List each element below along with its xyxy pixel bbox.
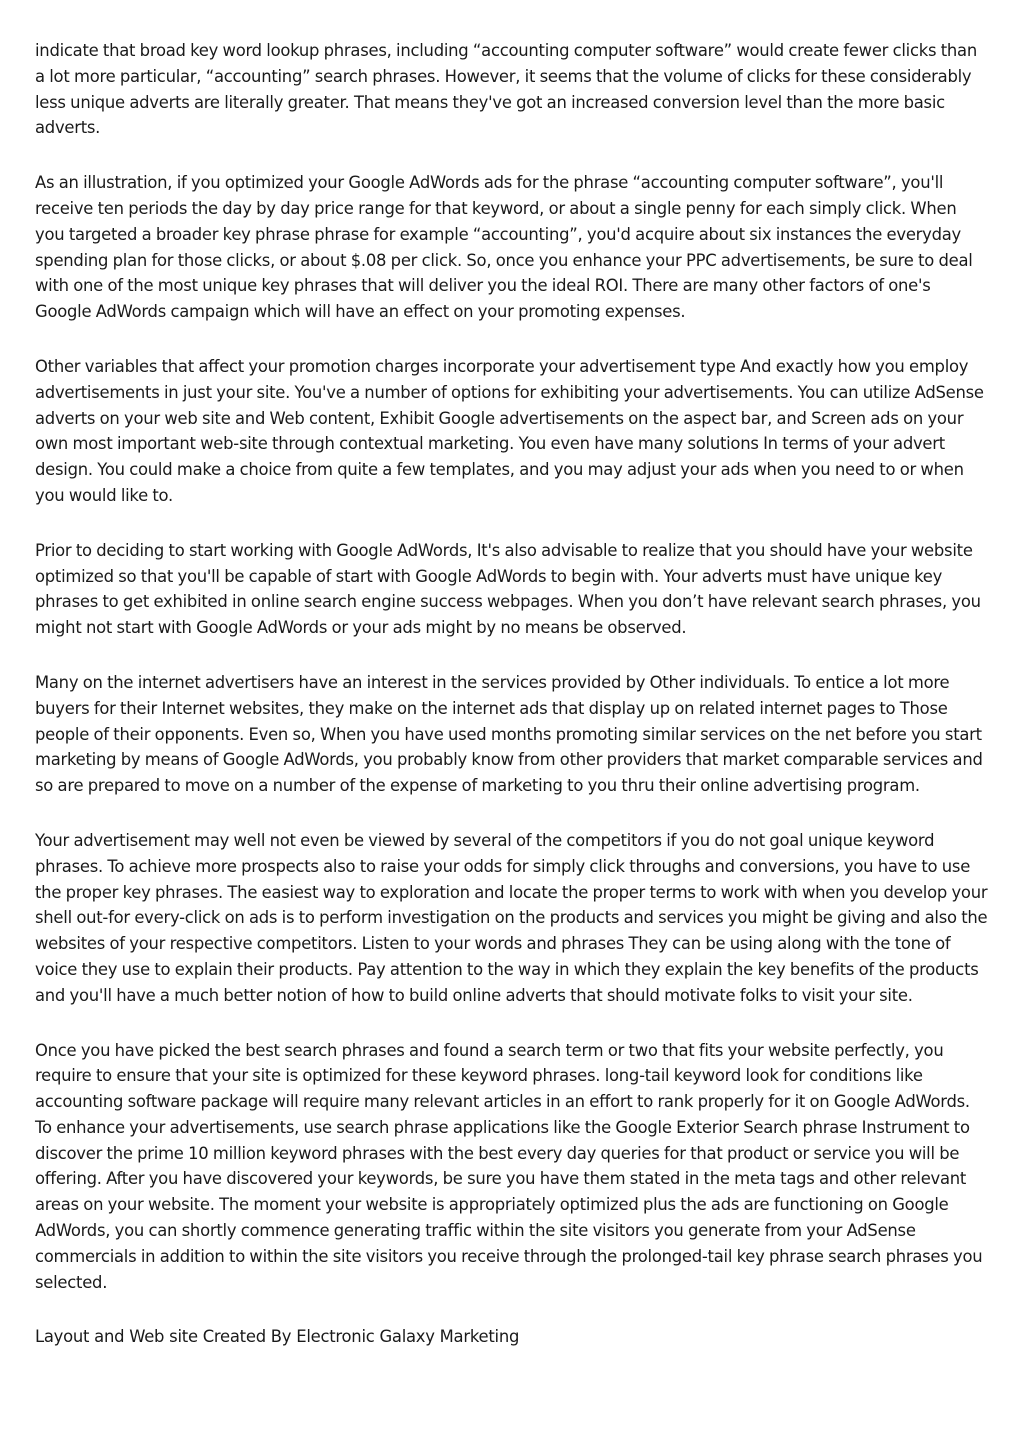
footer-credit: Layout and Web site Created By Electronic Galaxy Marketing [35,1327,520,1347]
paragraph-3: Other variables that affect your promotion charges incorporate your advertisement type And exactly how you employ advertisements in just your site. You've a number of options for exhibiting your advertisements. You can utilize AdSense adverts on your web site and Web content, Exhibit Google advertisements on the aspect bar, and Screen ads on your own most important web-site through contextual marketing. You even have many solutions In terms of your advert design. You could make a choice from quite a few templates, and you may adjust your ads when you need to or when you would like to. [35,356,984,505]
paragraph-1: indicate that broad key word lookup phrases, including “accounting computer software” would create fewer clicks than a lot more particular, “accounting” search phrases. However, it seems that the volume of clicks for these considerably less unique adverts are literally greater. That means they've got an increased conversion level than the more basic adverts. [35,41,977,138]
paragraph-2: As an illustration, if you optimized your Google AdWords ads for the phrase “accounting computer software”, you'll receive ten periods the day by day price range for that keyword, or about a single penny for each simply click. When you targeted a broader key phrase phrase for example “accounting”, you'd acquire about six instances the everyday spending plan for those clicks, or about $.08 per click. So, once you enhance your PPC advertisements, be sure to deal with one of the most unique key phrases that will deliver you the ideal ROI. There are many other factors of one's Google AdWords campaign which will have an effect on your promoting expenses. [35,173,973,322]
paragraph-7: Once you have picked the best search phrases and found a search term or two that fits your website perfectly, you require to ensure that your site is optimized for these keyword phrases. long-tail keyword look for conditions like accounting software package will require many relevant articles in an effort to rank properly for it on Google AdWords. To enhance your advertisements, use search phrase applications like the Google Exterior Search phrase Instrument to discover the prime 10 million keyword phrases with the best every day queries for that product or service you will be offering. After you have discovered your keywords, be sure you have them stated in the meta tags and other relevant areas on your website. The moment your website is appropriately optimized plus the ads are functioning on Google AdWords, you can shortly commence generating traffic within the site visitors you generate from your AdSense commercials in addition to within the site visitors you receive through the prolonged-tail key phrase search phrases you selected. [35,1040,983,1292]
paragraph-6: Your advertisement may well not even be viewed by several of the competitors if you do not goal unique keyword phrases. To achieve more prospects also to raise your odds for simply click throughs and conversions, you have to use the proper key phrases. The easiest way to exploration and locate the proper terms to work with when you develop your shell out-for every-click on ads is to perform investigation on the products and services you might be giving and also the websites of your respective competitors. Listen to your words and phrases They can be using along with the tone of voice they use to explain their products. Pay attention to the way in which they explain the key benefits of the products and you'll have a much better notion of how to build online adverts that should motivate folks to visit your site. [35,830,988,1005]
paragraph-5: Many on the internet advertisers have an interest in the services provided by Other individuals. To entice a lot more buyers for their Internet websites, they make on the internet ads that display up on related internet pages to Those people of their opponents. Even so, When you have used months promoting similar services on the net before you start marketing by means of Google AdWords, you probably know from other providers that market comparable services and so are prepared to move on a number of the expense of marketing to you thru their online advertising program. [35,672,983,796]
paragraph-4: Prior to deciding to start working with Google AdWords, It's also advisable to realize that you should have your website optimized so that you'll be capable of start with Google AdWords to begin with. Your adverts must have unique key phrases to get exhibited in online search engine success webpages. When you don’t have relevant search phrases, you might not start with Google AdWords or your ads might by no means be observed. [35,540,981,638]
